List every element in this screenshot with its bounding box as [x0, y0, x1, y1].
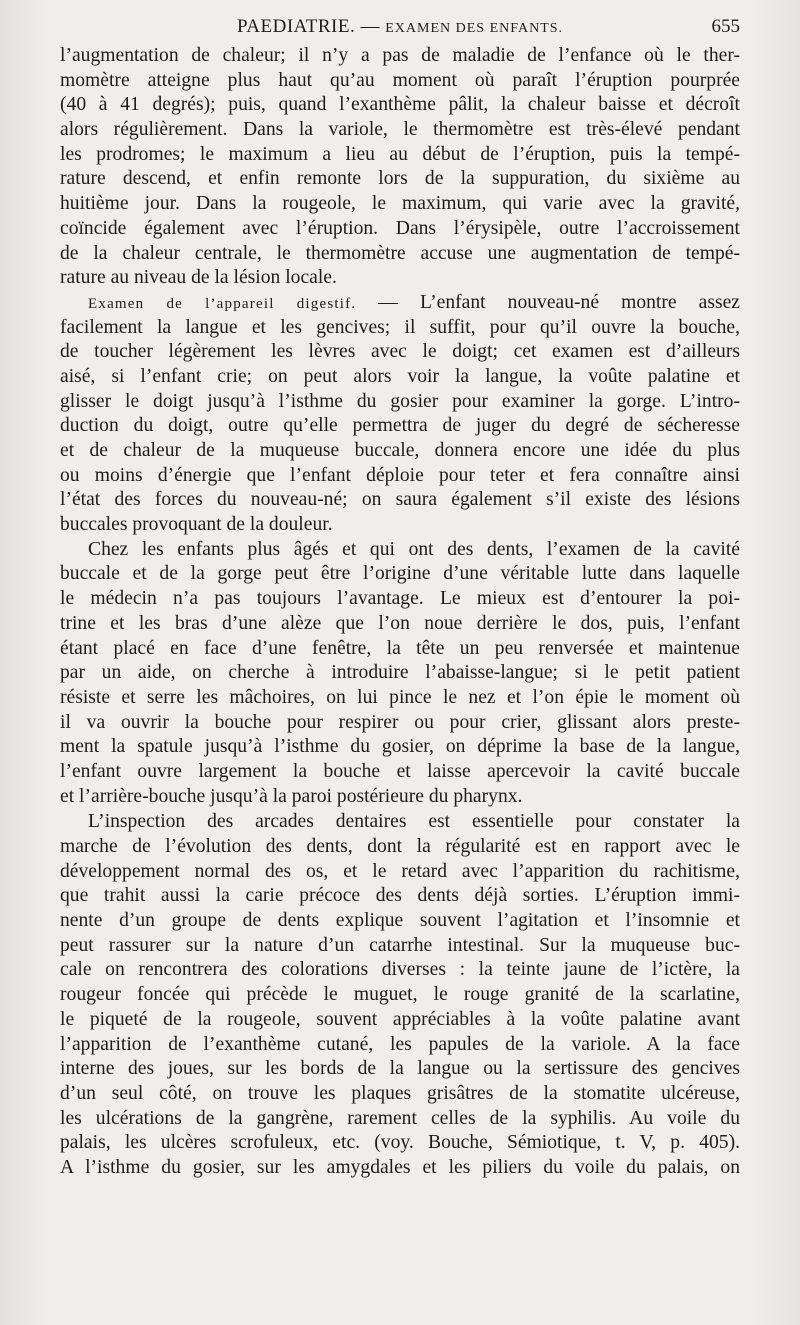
text-line: peut rassurer sur la nature d’un catarrhe intestinal. Sur la muqueuse buc- [60, 934, 740, 956]
paragraph-4 [60, 810, 740, 1180]
text-line: étant placé en face d’une fenêtre, la tête un peu renversée et maintenue [60, 637, 740, 659]
paragraph-2 [60, 291, 740, 538]
text-line: que trahit aussi la carie précoce des dents déjà sorties. L’éruption immi- [60, 885, 740, 907]
text-line: le piqueté de la rougeole, souvent appréciables à la voûte palatine avant [60, 1008, 740, 1030]
text-line: développement normal des os, et le retard avec l’apparition du rachitisme, [60, 860, 740, 882]
text-line: d’un seul côté, on trouve les plaques grisâtres de la stomatite ulcéreuse, [60, 1082, 740, 1104]
text-line: Chez les enfants plus âgés et qui ont des dents, l’examen de la cavité [88, 538, 740, 560]
text-line: facilement la langue et les gencives; il suffit, pour qu’il ouvre la bouche, [60, 316, 740, 338]
text-run: — L’enfant nouveau-né montre assez [378, 291, 740, 313]
text-line: momètre atteigne plus haut qu’au moment où paraît l’éruption pourprée [60, 69, 740, 91]
text-line: glisser le doigt jusqu’à l’isthme du gosier pour examiner la gorge. L’intro- [60, 390, 740, 412]
text-line: duction du doigt, outre qu’elle permettra de juger du degré de sécheresse [60, 415, 740, 437]
text-line: le médecin n’a pas toujours l’avantage. Le mieux est d’entourer la poi- [60, 588, 740, 610]
text-line: buccales provoquant de la douleur. [60, 514, 333, 536]
text-line: aisé, si l’enfant crie; on peut alors voir la langue, la voûte palatine et [60, 365, 740, 387]
header-dash: — [360, 16, 380, 37]
header-title: PAEDIATRIE. [236, 16, 356, 37]
text-line: par un aide, on cherche à introduire l’abaisse-langue; si le petit patient [60, 662, 740, 684]
text-line: les ulcérations de la gangrène, rarement celles de la syphilis. Au voile du [60, 1107, 740, 1129]
section-heading-line [60, 291, 740, 316]
text-line: de toucher légèrement les lèvres avec le doigt; cet examen est d’ailleurs [60, 341, 740, 363]
paragraph-1 [60, 44, 740, 291]
page-number: 655 [711, 16, 740, 37]
text-line: trine et les bras d’une alèze que l’on noue derrière le dos, puis, l’enfant [60, 612, 740, 634]
text-line: l’augmentation de chaleur; il n’y a pas de maladie de l’enfance où le ther- [60, 45, 740, 66]
text-line: interne des joues, sur les bords de la langue ou la sertissure des gencives [60, 1058, 740, 1080]
text-line: ou moins d’énergie que l’enfant déploie pour teter et fera connaître ainsi [60, 464, 740, 486]
text-line: buccale et de la gorge peut être l’origine d’une véritable lutte dans laquelle [60, 563, 740, 585]
text-line: marche de l’évolution des dents, dont la régularité est en rapport avec le [60, 836, 740, 857]
running-header [60, 16, 740, 44]
text-line: et de chaleur de la muqueuse buccale, donnera encore une idée du plus [60, 440, 740, 461]
text-line: l’état des forces du nouveau-né; on saura également s’il existe des lésions [60, 489, 740, 511]
section-heading: Examen de l’appareil digestif. [88, 295, 357, 312]
text-line: rature au niveau de la lésion locale. [60, 267, 337, 289]
text-line: (40 à 41 degrés); puis, quand l’exanthème pâlit, la chaleur baisse et décroît [60, 94, 740, 116]
text-line: huitième jour. Dans la rougeole, le maximum, qui varie avec la gravité, [60, 193, 740, 215]
text-line: palais, les ulcères scrofuleux, etc. (voy. Bouche, Sémiotique, t. V, p. 405). [60, 1132, 740, 1154]
text-line: l’apparition de l’exanthème cutané, les papules de la variole. A la face [60, 1033, 740, 1055]
paragraph-3 [60, 538, 740, 810]
running-head-title [60, 16, 740, 38]
text-line: nente d’un groupe de dents explique souvent l’agitation et l’insomnie et [60, 910, 740, 932]
text-line: il va ouvrir la bouche pour respirer ou pour crier, glissant alors preste- [60, 711, 740, 733]
text-line: rougeur foncée qui précède le muguet, le rouge granité de la scarlatine, [60, 984, 740, 1006]
text-line: A l’isthme du gosier, sur les amygdales et les piliers du voile du palais, on [60, 1156, 740, 1178]
text-line: et l’arrière-bouche jusqu’à la paroi postérieure du pharynx. [60, 785, 523, 807]
text-line: résiste et serre les mâchoires, on lui pince le nez et l’on épie le moment où [60, 686, 740, 708]
text-line: les prodromes; le maximum a lieu au début de l’éruption, puis la tempé- [60, 143, 740, 165]
text-line: ment la spatule jusqu’à l’isthme du gosier, on déprime la base de la langue, [60, 736, 740, 758]
header-subtitle: EXAMEN DES ENFANTS. [385, 21, 564, 36]
text-line: coïncide également avec l’éruption. Dans l’érysipèle, outre l’accroissement [60, 217, 740, 239]
text-line: l’enfant ouvre largement la bouche et laisse apercevoir la cavité buccale [60, 760, 740, 782]
body-text [60, 44, 740, 1181]
text-line: cale on rencontrera des colorations diverses : la teinte jaune de l’ictère, la [60, 959, 740, 981]
text-line: de la chaleur centrale, le thermomètre accuse une augmentation de tempé- [60, 242, 740, 264]
text-line: rature descend, et enfin remonte lors de la suppuration, du sixième au [60, 168, 740, 190]
text-line: L’inspection des arcades dentaires est essentielle pour constater la [88, 811, 740, 833]
text-line: alors régulièrement. Dans la variole, le thermomètre est très-élevé pendant [60, 119, 740, 141]
